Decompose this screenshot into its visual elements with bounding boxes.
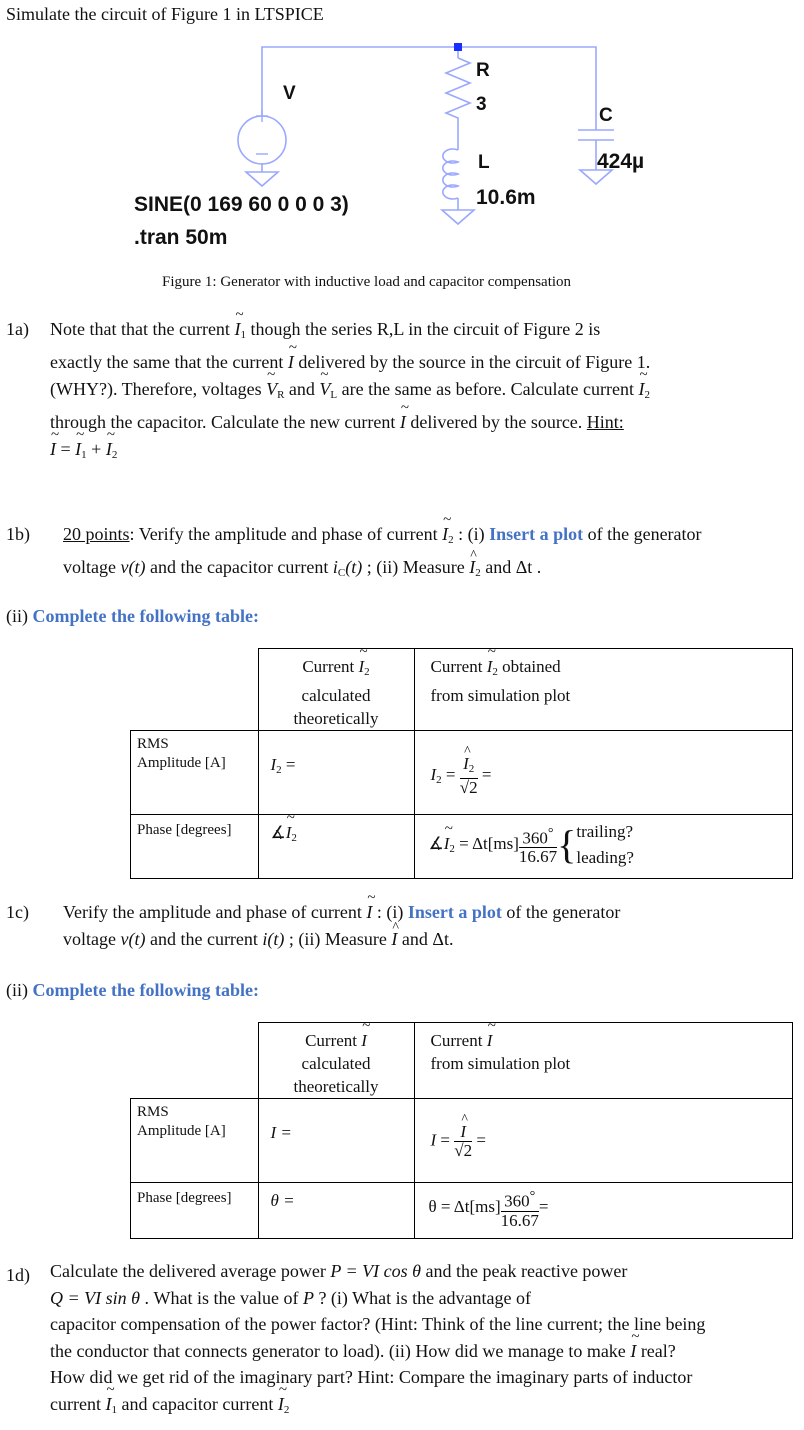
complete-table-label-1: (ii) Complete the following table: — [6, 606, 259, 626]
q1b-text: 20 points: Verify the amplitude and phase of current ~ $I_2$ : (i) Insert a plot of the generator voltage v(t) and the capacitor current $i_C(t)$ ; (ii) Measure ^ $I_2$ and Δt . — [63, 521, 793, 587]
q1a-label: 1a) — [6, 319, 29, 339]
table1-phase-theory: ∡~ $I_2$ — [258, 815, 414, 879]
q1c-label: 1c) — [6, 902, 29, 922]
table-current-i2 — [130, 648, 793, 879]
resistor — [446, 58, 470, 128]
inductor — [443, 149, 458, 199]
q1c-text: Verify the amplitude and phase of current ~ I : (i) Insert a plot of the generator voltage v(t) and the current i(t) ; (ii) Measure ^ I and Δt. — [63, 899, 793, 953]
table2-header-theory: Current ~ I calculated theoretically — [258, 1023, 414, 1099]
inductor-name: L — [478, 152, 490, 173]
table1-rms-theory: $I_2$ = — [258, 731, 414, 815]
table2-phase-theory: θ = — [258, 1183, 414, 1239]
table1-rms-sim: $I_2$ = ^ $\frac{I_2}{√2}$ = — [414, 731, 792, 815]
table1-phase-sim: ∡~ $I_2 = \Delta t[ms]$ $\frac{360^\circ}{16.67}$ { trailing? leading? — [414, 815, 792, 879]
table2-corner — [131, 1023, 259, 1099]
table2-phase-sim: θ = Δt[ms] $\frac{360^\circ}{16.67}$ = — [414, 1183, 792, 1239]
resistor-value: 3 — [476, 94, 487, 115]
table2-rms-sim: I = ^ $\frac{I}{√2}$ = — [414, 1099, 792, 1183]
tran-directive: .tran 50m — [134, 226, 228, 249]
complete-table-label-2: (ii) Complete the following table: — [6, 980, 259, 1000]
q1d-text: Calculate the delivered average power P = VI cos θ and the peak reactive power Q = VI sin θ . What is the value of P ? (i) What is the advantage of capacitor compensation of the power factor? (Hint: Think of the line current; the line being the conductor that connects generator to load). (ii) How did we manage to make ~ I real? How did we get rid of the imaginary part? Hint: Compare the imaginary parts of inductor current ~ $I_1$ and capacitor current ~ $I_2$ — [50, 1258, 790, 1423]
capacitor-value: 424µ — [597, 150, 645, 173]
table2-row-phase: Phase [degrees] — [131, 1183, 259, 1239]
page-title: Simulate the circuit of Figure 1 in LTSPICE — [6, 4, 324, 24]
circuit-schematic — [0, 30, 804, 270]
capacitor-name: C — [599, 105, 613, 126]
q1d-label: 1d) — [6, 1265, 30, 1285]
ground-source — [246, 172, 278, 186]
q1b-label: 1b) — [6, 524, 30, 544]
ground-inductor — [442, 210, 474, 224]
inductor-value: 10.6m — [476, 186, 536, 209]
sine-directive: SINE(0 169 60 0 0 0 3) — [134, 193, 349, 216]
figure-caption: Figure 1: Generator with inductive load and capacitor compensation — [162, 274, 572, 290]
table1-corner — [131, 649, 259, 731]
hint-link: Hint: — [586, 412, 624, 432]
insert-plot-link-1b: Insert a plot — [489, 524, 584, 544]
table2-header-sim: Current ~ I from simulation plot — [414, 1023, 792, 1099]
table1-header-sim: Current ~ $I_2$ obtained from simulation plot — [414, 649, 792, 731]
table-current-i — [130, 1022, 793, 1239]
insert-plot-link-1c: Insert a plot — [407, 902, 502, 922]
table1-row-rms: RMS Amplitude [A] — [131, 731, 259, 815]
table1-header-theory: Current ~ $I_2$ calculated theoretically — [258, 649, 414, 731]
node-marker — [454, 43, 462, 51]
wire-top — [262, 47, 596, 117]
source-label: V — [283, 83, 296, 104]
table2-row-rms: RMS Amplitude [A] — [131, 1099, 259, 1183]
resistor-name: R — [476, 60, 490, 81]
table1-row-phase: Phase [degrees] — [131, 815, 259, 879]
q1a-text: Note that that the current ~ $I_1$ though the series R,L in the circuit of Figure 2 is exactly the same that the current ~ I delivered by the source in the circuit of Figure 1. (WHY?). Therefore, voltages ~ $V_R$ and ~ $V_L$ are the same as before. Calculate current ~ $I_2$ through the capacitor. Calculate the new current ~ I delivered by the source. Hint: ~ I = ~ $I_1$ + ~ $I_2$ — [50, 316, 780, 469]
table2-rms-theory: I = — [258, 1099, 414, 1183]
voltage-source — [238, 116, 286, 164]
